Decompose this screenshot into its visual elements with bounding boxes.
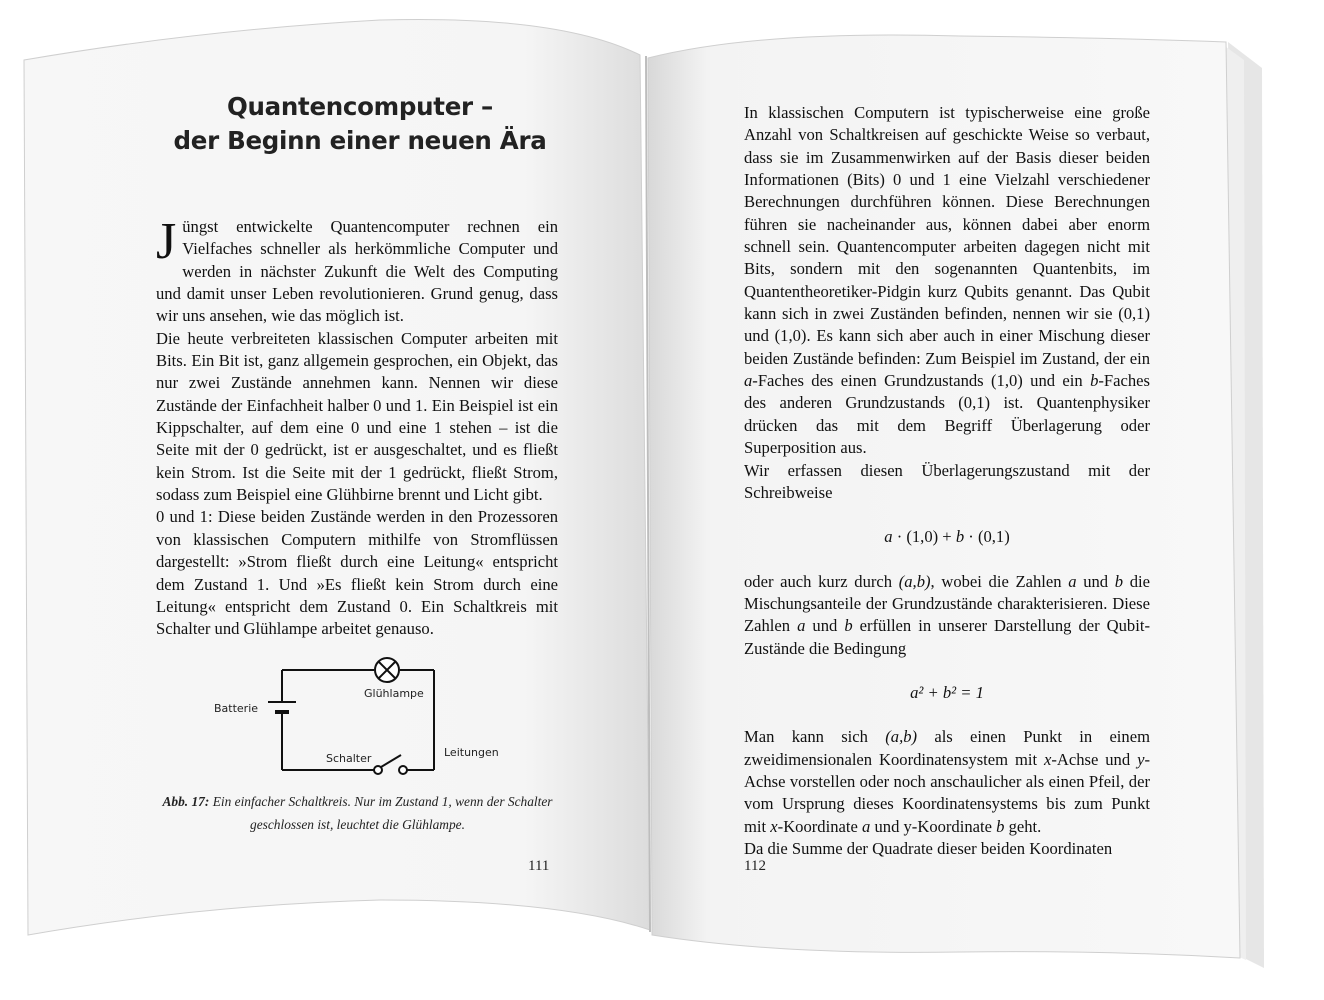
caption-label: Abb. 17: (162, 794, 210, 809)
drop-cap: J (156, 213, 177, 270)
coordinate-paragraph: Man kann sich (a,b) als einen Punkt in einem zweidimensionalen Koordinatensystem mit x-Achse und y-Achse vorstellen oder noch anschaulicher als einen Pfeil, der vom Ursprung dieses Koordinatensystems bis zum Punkt mit x-Koordinate a und y-Koordinate b geht. (744, 727, 1150, 836)
notation-paragraph: Wir erfassen diesen Überlagerungszustand mit der Schreibweise (744, 460, 1150, 502)
switch-lever (381, 755, 401, 767)
page-number-right: 112 (744, 858, 766, 874)
page-number-left: 111 (528, 858, 550, 874)
right-body-text (744, 102, 1150, 860)
label-lamp: Glühlampe (364, 687, 424, 700)
intro-paragraph (156, 213, 558, 328)
figure-caption (150, 790, 565, 836)
circuit-diagram (196, 650, 536, 790)
chapter-title-line-1: Quantencomputer – (227, 92, 493, 121)
switch-contact-right (399, 766, 407, 774)
sum-paragraph: Da die Summe der Quadrate dieser beiden Koordinaten (744, 838, 1113, 858)
states-paragraph: 0 und 1: Diese beiden Zustände werden in den Prozessoren von klassischen Computern mithilfe von Stromflüssen dargestellt: »Strom fließt durch eine Leitung« entspricht dem Zustand 1. Und »Es fließt kein Strom durch eine Leitung« entspricht dem Zustand 0. Ein Schaltkreis mit Schalter und Glühlampe arbeitet genauso. (156, 507, 558, 639)
label-battery: Batterie (214, 702, 259, 715)
chapter-title (162, 90, 558, 158)
qubit-paragraph: In klassischen Computern ist typischerweise eine große Anzahl von Schaltkreisen auf geschickte Weise so verbaut, dass sie im Zusammenwirken auf der Basis dieser beiden Informationen (Bits) 0 und 1 eine Vielzahl verschiedener Berechnungen durchführen können. Diese Berechnungen führen sie nacheinander aus, können dabei aber enorm schnell sein. Quantencomputer arbeiten dagegen nicht mit Bits, sondern mit den sogenannten Quantenbits, im Quantentheoretiker-Pidgin kurz Qubits genannt. Das Qubit kann sich in zwei Zuständen befinden, nennen wir sie (0,1) und (1,0). Es kann sich aber auch in einer Mischung dieser beiden Zustände befinden: Zum Beispiel im Zustand, der ein a-Faches des einen Grundzustands (1,0) und ein b-Faches des anderen Grundzustands (0,1) ist. Quantenphysiker drücken das mit dem Begriff Überlagerung oder Superposition aus. (744, 103, 1150, 458)
left-body-text (156, 213, 558, 641)
label-switch: Schalter (326, 752, 372, 765)
caption-text: Ein einfacher Schaltkreis. Nur im Zustand 1, wenn der Schalter geschlossen ist, leuchtet die Glühlampe. (212, 794, 553, 832)
switch-contact-left (374, 766, 382, 774)
intro-paragraph-text: üngst entwickelte Quantencomputer rechnen ein Vielfaches schneller als herkömmliche Computer und werden in nächster Zukunft die Welt des Computing und damit unser Leben revolutionieren. Grund genug, dass wir uns ansehen, wie das möglich ist. (156, 217, 558, 326)
normalization-formula: a² + b² = 1 (910, 682, 984, 702)
superposition-formula: a · (1,0) + b · (0,1) (884, 527, 1010, 547)
circuit-drawing (196, 650, 536, 790)
chapter-title-line-2: der Beginn einer neuen Ära (173, 126, 547, 155)
left-page-content (150, 90, 558, 639)
label-wires: Leitungen (444, 746, 499, 759)
coefficients-paragraph: oder auch kurz durch (a,b), wobei die Zahlen a und b die Mischungsanteile der Grundzustände charakterisieren. Diese Zahlen a und b erfüllen in unserer Darstellung der Qubit-Zustände die Bedingung (744, 571, 1151, 658)
bits-paragraph: Die heute verbreiteten klassischen Computer arbeiten mit Bits. Ein Bit ist, ganz allgemein gesprochen, ein Objekt, das nur zwei Zustände annehmen kann. Nennen wir diese Zustände der Einfachheit halber 0 und 1. Ein Beispiel ist ein Kippschalter, auf dem eine 0 und eine 1 stehen – ist die Seite mit der 0 gedrückt, ist er ausgeschaltet, und es fließt kein Strom. Ist die Seite mit der 1 gedrückt, fließt Strom, sodass zum Beispiel eine Glühbirne brennt und Licht gibt. (156, 328, 558, 505)
